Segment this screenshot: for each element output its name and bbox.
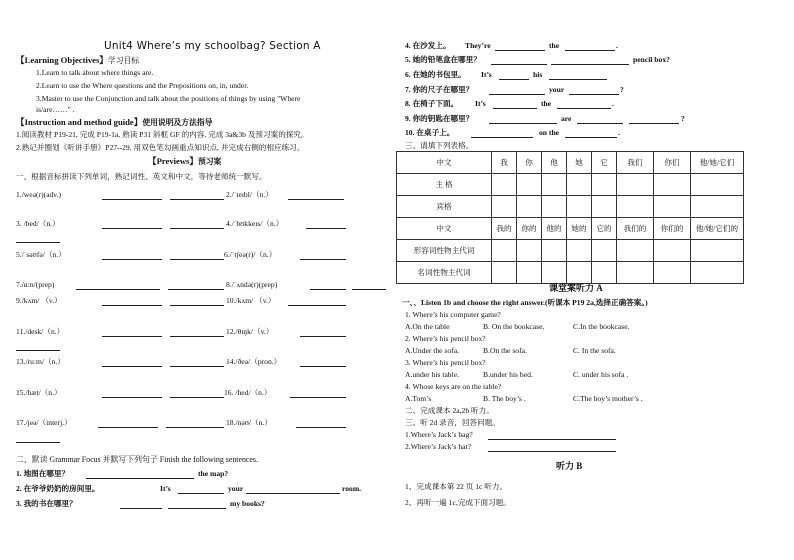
option-b[interactable]: B.On the sofa. — [483, 346, 527, 355]
objective-2: 2.Learn to use the Where questions and the Prepositions on, in, under. — [36, 81, 249, 90]
page-title: Unit4 Where’s my schoolbag? Section A — [104, 40, 321, 52]
instruction-heading: 【Instruction and method guide】使用说明及方法指导 — [16, 117, 213, 127]
table-row: 名词性物主代词 — [397, 262, 744, 284]
objective-3: 3.Master to use the Conjunction and talk about the positions of things by using "Where — [36, 94, 301, 103]
listening-b-item-1: 1、完成课本第 22 页 1c 听力。 — [405, 482, 508, 491]
answer-line[interactable] — [488, 438, 616, 440]
instruction-1: 1.阅读教材 P19-21, 完成 P19-1a, 熟读 P31 斜框 GF 的内容, 完成 3a&3b 及预习案的探究。 — [16, 130, 309, 139]
option-c[interactable]: C. In the sofa. — [573, 346, 616, 355]
question-2d-2: 2.Where’s Jack’s hat? — [405, 442, 471, 451]
option-a[interactable]: A.On the table — [405, 322, 450, 331]
objective-3-cont: is/are……" . — [36, 105, 75, 114]
table-row: 中文 我的 你的 他的 她的 它的 我们的 你们的 他/她/它们的 — [397, 218, 744, 240]
complete-2a2b: 二、完成课本 2a,2b 听力。 — [405, 406, 494, 415]
option-c[interactable]: C.The boy’s mother’s . — [573, 394, 643, 403]
objectives-heading: 【Learning Objectives】学习目标 — [16, 55, 140, 65]
table-row: 中文 我 你 他 她 它 我们 你们 他/她/它们 — [397, 152, 744, 174]
listening-b-title: 听力 B — [556, 461, 583, 471]
part1-instruction: 一、根据音标拼读下列单词，熟记词性、英文和中文，等待老师统一默写。 — [16, 172, 267, 181]
option-c[interactable]: C.In the bookcase. — [573, 322, 630, 331]
table-row: 主 格 — [397, 174, 744, 196]
answer-line[interactable] — [488, 450, 616, 452]
option-a[interactable]: A.under his table. — [405, 370, 459, 379]
table-row: 形容词性物主代词 — [397, 240, 744, 262]
option-b[interactable]: B.under his bed. — [483, 370, 533, 379]
option-a[interactable]: A.Tom’s — [405, 394, 432, 403]
listening-a-title: 课堂案听力 A — [549, 283, 603, 293]
listening-b-item-2: 2、再听一遍 1c,完成下面习题。 — [405, 498, 511, 507]
objective-1: 1.Learn to talk about where things are. — [36, 68, 154, 77]
listening-a-instruction: 一、、Listen 1b and choose the right answer.(听课本 P19 2a,选择正确答案。) — [402, 298, 648, 307]
question-2d-1: 1.Where’s Jack’s bag? — [405, 430, 473, 439]
option-a[interactable]: A.Under the sofa. — [405, 346, 459, 355]
part3-instruction: 三、请填下列表格。 — [405, 141, 474, 150]
option-b[interactable]: B. The boy’s . — [483, 394, 526, 403]
part2-instruction: 二、默读 Grammar Focus 并默写下列句子 Finish the following sentences. — [16, 455, 258, 464]
listen-2d: 三、听 2d 录音，回答问题。 — [405, 418, 500, 427]
table-row: 宾格 — [397, 196, 744, 218]
previews-heading: 【Previews】预习案 — [148, 156, 222, 166]
option-c[interactable]: C. under his sofa . — [573, 370, 629, 379]
option-b[interactable]: B. On the bookcase. — [483, 322, 545, 331]
instruction-2: 2.熟记并圈划《听讲手册》P27--29, 用双色笔勾画重点知识点, 并完成右侧的相应练习。 — [16, 143, 305, 152]
pronoun-table — [396, 151, 744, 284]
